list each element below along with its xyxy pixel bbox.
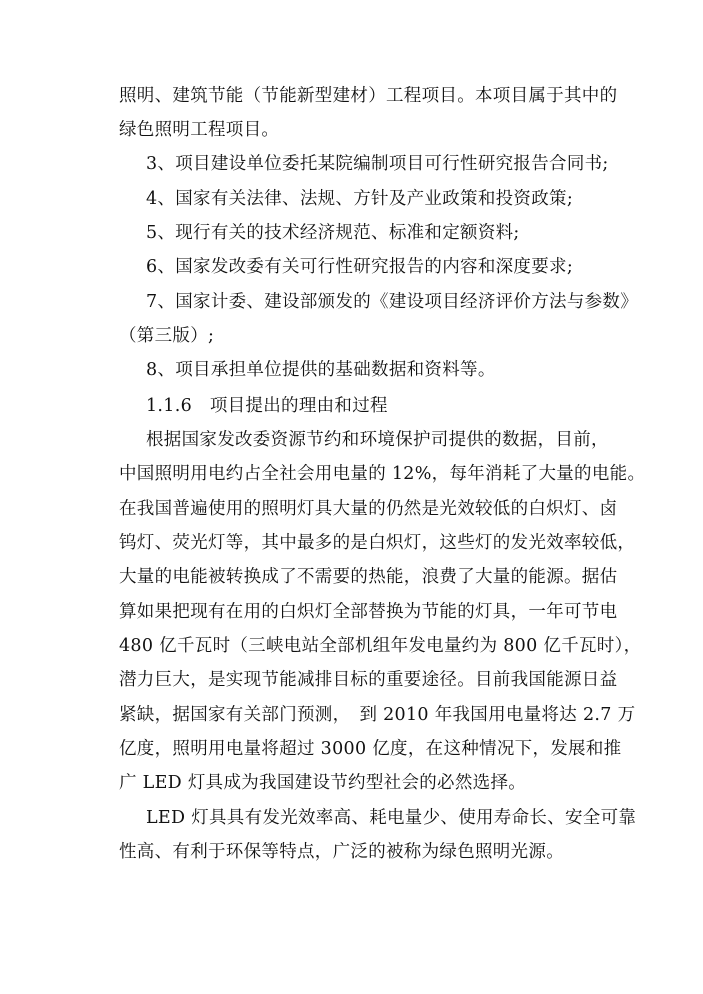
text-line-22: LED 灯具具有发光效率高、耗电量少、使用寿命长、安全可靠 — [146, 808, 637, 828]
text-line-11: 根据国家发改委资源节约和环境保护司提供的数据，目前， — [146, 430, 609, 450]
text-line-17: 480 亿千瓦时（三峡电站全部机组年发电量约为 800 亿千瓦时）， — [119, 636, 642, 656]
text-line-2: 绿色照明工程项目。 — [119, 120, 280, 140]
text-line-15: 大量的电能被转换成了不需要的热能，浪费了大量的能源。据估 — [119, 567, 618, 587]
list-item-3: 3、项目建设单位委托某院编制项目可行性研究报告合同书; — [146, 154, 609, 174]
section-heading: 1.1.6 项目提出的理由和过程 — [146, 396, 388, 416]
text-line-20: 亿度，照明用电量将超过 3000 亿度，在这种情况下，发展和推 — [119, 739, 622, 759]
text-line-12: 中国照明用电约占全社会用电量的 12%，每年消耗了大量的电能。 — [119, 464, 646, 484]
list-item-5: 5、现行有关的技术经济规范、标准和定额资料; — [146, 223, 520, 243]
text-line-1: 照明、建筑节能（节能新型建材）工程项目。本项目属于其中的 — [119, 86, 618, 106]
text-line-21: 广 LED 灯具成为我国建设节约型社会的必然选择。 — [119, 773, 527, 793]
text-line-14: 钨灯、荧光灯等，其中最多的是白炽灯，这些灯的发光效率较低， — [119, 533, 636, 553]
text-line-19: 紧缺，据国家有关部门预测， 到 2010 年我国用电量将达 2.7 万 — [119, 705, 636, 725]
text-line-16: 算如果把现有在用的白炽灯全部替换为节能的灯具，一年可节电 — [119, 602, 618, 622]
list-item-4: 4、国家有关法律、法规、方针及产业政策和投资政策; — [146, 189, 574, 209]
list-item-8: 8、项目承担单位提供的基础数据和资料等。 — [146, 360, 496, 380]
list-item-7: 7、国家计委、建设部颁发的《建设项目经济评价方法与参数》 — [146, 292, 639, 312]
text-line-23: 性高、有利于环保等特点，广泛的被称为绿色照明光源。 — [119, 842, 564, 862]
text-line-18: 潜力巨大，是实现节能减排目标的重要途径。目前我国能源日益 — [119, 670, 618, 690]
text-line-13: 在我国普遍使用的照明灯具大量的仍然是光效较低的白炽灯、卤 — [119, 499, 618, 519]
list-item-7-cont: （第三版）; — [119, 326, 215, 346]
list-item-6: 6、国家发改委有关可行性研究报告的内容和深度要求; — [146, 257, 574, 277]
